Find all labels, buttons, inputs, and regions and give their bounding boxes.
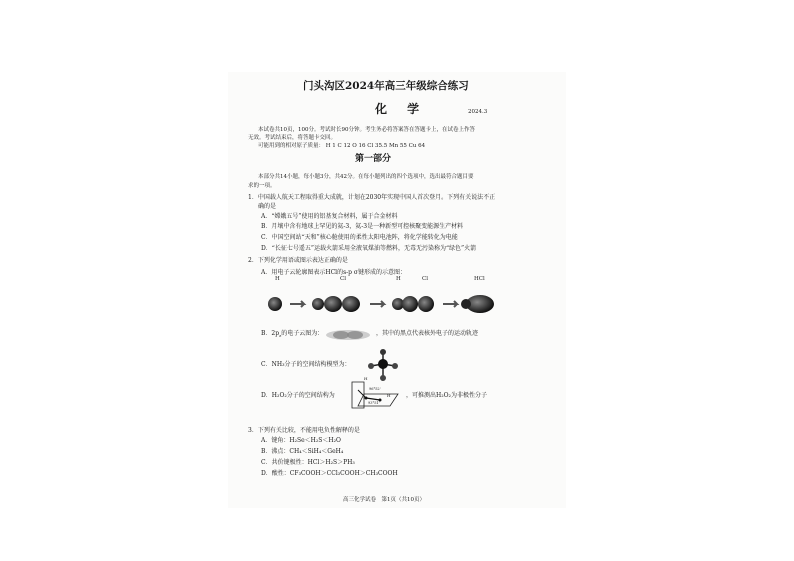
label-h: H: [275, 276, 280, 282]
s-orbital-h-2: [312, 298, 324, 310]
h2o2-angle-2: 93°51': [368, 401, 380, 405]
instructions-line-1: 本试卷共10页，100分。考试时长90分钟。考生务必将答案答在答题卡上，在试卷上作答: [258, 127, 475, 133]
label-cl-1: Cl: [340, 276, 346, 282]
label-h-2: H: [396, 276, 401, 282]
atomic-masses: 可能用到的相对原子质量： H 1 C 12 O 16 Cl 35.5 Mn 55 Cu 64: [258, 143, 426, 149]
q3-stem: 3．下列有关比较，不能用电负性解释的是: [248, 427, 360, 434]
s-orbital-h: [268, 297, 282, 311]
q1-stem-2: 确的是: [258, 203, 277, 210]
2pz-electron-cloud: [323, 328, 373, 342]
q2-option-d-suffix: ，可推测出H₂O₂为非极性分子: [406, 392, 487, 399]
q2-b-prefix: B．2p: [261, 330, 280, 337]
q2-option-b-rest: ，其中的黑点代表核外电子的运动轨迹: [376, 330, 479, 337]
q2-option-b: [261, 330, 323, 340]
p-orbital-lobe-right: [342, 296, 360, 312]
q2-b-subscript: z: [279, 333, 282, 339]
q1-option-d: D．“长征七号遥五”运载火箭采用全液氧煤油等燃料，无毒无污染称为“绿色”火箭: [261, 245, 477, 252]
part-description-1: 本部分共14小题，每小题3分，共42分。在每小题列出的四个选项中，选出最符合题目要: [258, 174, 474, 180]
h2o2-angle-1: 96°52': [369, 387, 381, 391]
q2-b-middle: 的电子云图为：: [281, 330, 324, 337]
q2-stem: 2．下列化学用语或图示表达正确的是: [248, 257, 348, 264]
p-orbital-lobe-left: [324, 296, 342, 312]
arrow-2: [370, 301, 384, 307]
q1-option-a: A．“嫦娥五号”使用的铝基复合材料，属于合金材料: [261, 213, 398, 220]
q1-option-b: B．月壤中含有地球上罕见的氦-3，氦-3是一种新型可控核聚变能源生产材料: [261, 223, 464, 230]
q1-stem-1: 1．中国载人航天工程取得重大成就，计划在2030年实现中国人首次登月。下列有关说法不正: [248, 194, 496, 201]
label-cl-2: Cl: [422, 276, 428, 282]
q2-option-a: A．用电子云轮廓图表示HCl的s-p σ键形成的示意图：: [261, 269, 407, 276]
h2o2-label-h2: H: [387, 393, 391, 398]
orbital-overlap-diagram: [258, 284, 498, 324]
q3-option-b: B．沸点：CH₄＜SiH₄＜GeH₄: [261, 448, 344, 455]
part-description-2: 求的一项。: [248, 183, 276, 189]
arrow-1: [290, 301, 304, 307]
page-footer: 高三化学试卷 第1页（共10页）: [343, 497, 425, 503]
q2-option-c: C．NH₃分子的空间结构模型为：: [261, 361, 351, 368]
q3-option-d: D．酸性：CF₃COOH＞CCl₃COOH＞CH₃COOH: [261, 470, 398, 477]
h2o2-label-h1: H: [364, 376, 368, 381]
instructions-line-2: 无效。考试结束后，将答题卡交回。: [248, 135, 337, 141]
subject-title: 化 学: [375, 102, 428, 116]
q3-option-c: C．共价键极性：HCl＞H₂S＞PH₃: [261, 459, 355, 466]
exam-date: 2024.3: [468, 109, 488, 115]
q2-option-d-prefix: D．H₂O₂分子的空间结构为: [261, 392, 335, 399]
arrow-3: [443, 301, 457, 307]
q1-option-c: C．中国空间站“天和”核心舱使用的柔性太阳电池阵，将化学能转化为电能: [261, 234, 458, 241]
label-hcl: HCl: [474, 276, 485, 282]
q3-option-a: A．键角：H₂Se＜H₂S＜H₂O: [261, 437, 341, 444]
exam-page: [228, 72, 566, 508]
part-title: 第一部分: [355, 154, 392, 164]
exam-title: 门头沟区2024年高三年级综合练习: [303, 80, 469, 92]
